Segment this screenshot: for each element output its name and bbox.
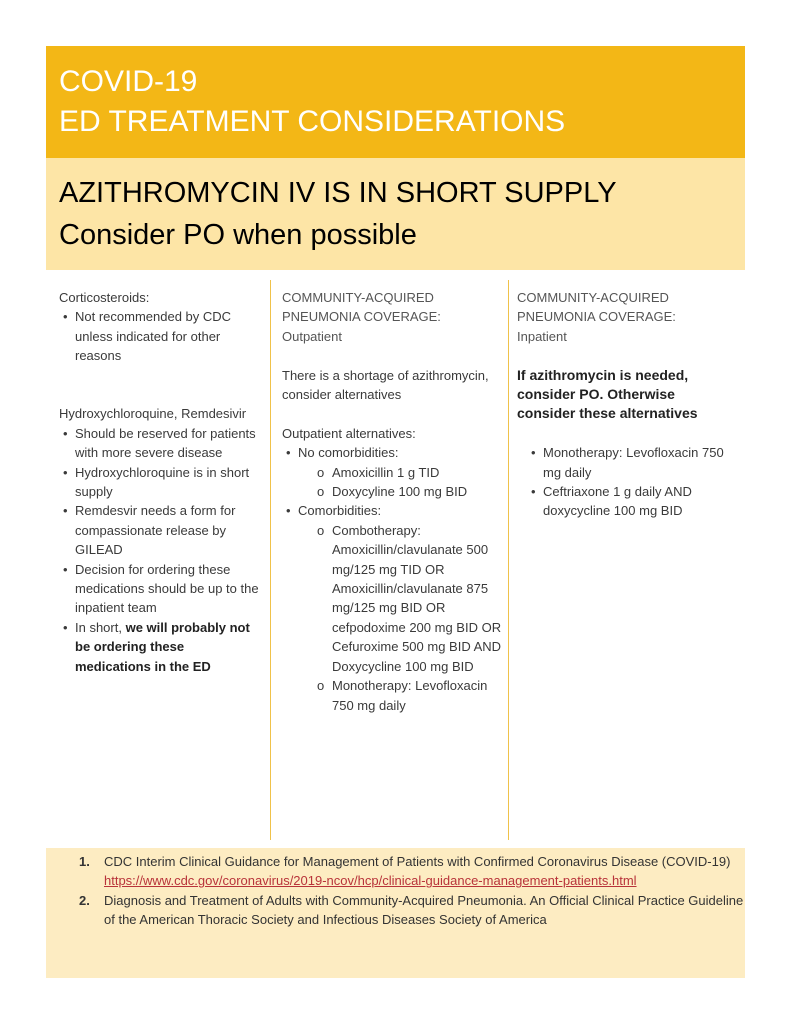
reference-item (79, 852, 745, 891)
list-item: • Ceftriaxone 1 g daily AND doxycycline 100 mg BID (527, 482, 737, 521)
comorbidities-list (298, 521, 502, 715)
column-divider-left (270, 280, 271, 840)
inpatient-bold-note: If azithromycin is needed, consider PO. Otherwise consider these alternatives (517, 366, 698, 422)
list-item-summary (59, 618, 259, 676)
combo-line: Amoxicillin/clavulanate 500 mg/125 mg TID OR (332, 542, 489, 577)
list-item: • Not recommended by CDC unless indicated for other reasons (59, 307, 259, 365)
combo-line: cefpodoxime 200 mg BID OR (332, 619, 502, 635)
reference-text: CDC Interim Clinical Guidance for Management of Patients with Confirmed Coronavirus Disease (COVID-19) (104, 854, 731, 869)
list-item: • Hydroxychloroquine is in short supply (59, 463, 259, 502)
hcq-list (59, 424, 259, 676)
inpatient-title-line1: COMMUNITY-ACQUIRED (517, 290, 669, 305)
outpatient-list (282, 443, 502, 715)
reference-link[interactable]: https://www.cdc.gov/coronavirus/2019-ncov/hcp/clinical-guidance-management-patients.html (104, 873, 637, 889)
reference-text: Diagnosis and Treatment of Adults with Community-Acquired Pneumonia. An Official Clinical Practice Guideline of the American Thoracic Society and Infectious Diseases Society of America (104, 892, 744, 928)
list-item: • Decision for ordering these medications should be up to the inpatient team (59, 560, 259, 618)
list-item: • Should be reserved for patients with more severe disease (59, 424, 259, 463)
alert-line2: Consider PO when possible (59, 219, 417, 251)
inpatient-subtitle: Inpatient (517, 328, 567, 344)
comorbidities-label: Comorbidities: (298, 503, 382, 519)
list-item: • Monotherapy: Levofloxacin 750 mg daily (527, 443, 737, 482)
column-medications (59, 288, 259, 676)
alert-line1: AZITHROMYCIN IV IS IN SHORT SUPPLY (59, 177, 617, 209)
header-title-line1: COVID-19 (59, 65, 198, 98)
reference-number: 1. (79, 854, 90, 869)
outpatient-title-line1: COMMUNITY-ACQUIRED (282, 290, 434, 305)
outpatient-subtitle: Outpatient (282, 328, 342, 344)
list-item: o Doxycyline 100 mg BID (316, 482, 502, 501)
header-title-line2: ED TREATMENT CONSIDERATIONS (59, 105, 566, 138)
list-item (282, 501, 502, 714)
combotherapy-label: o Combotherapy: (332, 522, 421, 538)
summary-prefix: In short, (75, 619, 126, 635)
inpatient-title-line2: PNEUMONIA COVERAGE: (517, 309, 676, 325)
corticosteroids-heading: Corticosteroids: (59, 290, 150, 305)
references-panel (46, 848, 745, 978)
reference-number: 2. (79, 892, 90, 908)
header-banner (46, 46, 745, 158)
reference-item (79, 891, 745, 930)
combo-line: Amoxicillin/clavulanate 875 mg/125 mg BID OR (332, 581, 489, 616)
no-comorbidities-label: No comorbidities: (298, 445, 399, 461)
hcq-heading: Hydroxychloroquine, Remdesivir (59, 406, 247, 422)
summary-bold: we will probably not be ordering these medications in the ED (75, 619, 250, 674)
list-item (316, 521, 502, 676)
combo-line: Doxycycline 100 mg BID (332, 658, 474, 674)
list-item: o Amoxicillin 1 g TID (316, 463, 502, 482)
alternatives-heading: Outpatient alternatives: (282, 425, 416, 441)
list-item: • Remdesvir needs a form for compassionate release by GILEAD (59, 501, 259, 559)
list-item: o Monotherapy: Levofloxacin 750 mg daily (316, 676, 502, 715)
combo-line: Cefuroxime 500 mg BID AND (332, 639, 502, 655)
outpatient-title-line2: PNEUMONIA COVERAGE: (282, 309, 441, 325)
column-outpatient (282, 288, 502, 715)
corticosteroids-list (59, 307, 259, 365)
list-item (282, 443, 502, 501)
no-comorbidities-list (298, 463, 502, 502)
inpatient-list (517, 443, 737, 521)
column-divider-right (508, 280, 509, 840)
alert-banner (46, 158, 745, 270)
shortage-note: There is a shortage of azithromycin, consider alternatives (282, 367, 489, 403)
column-inpatient (517, 288, 737, 521)
references-list (79, 852, 745, 930)
